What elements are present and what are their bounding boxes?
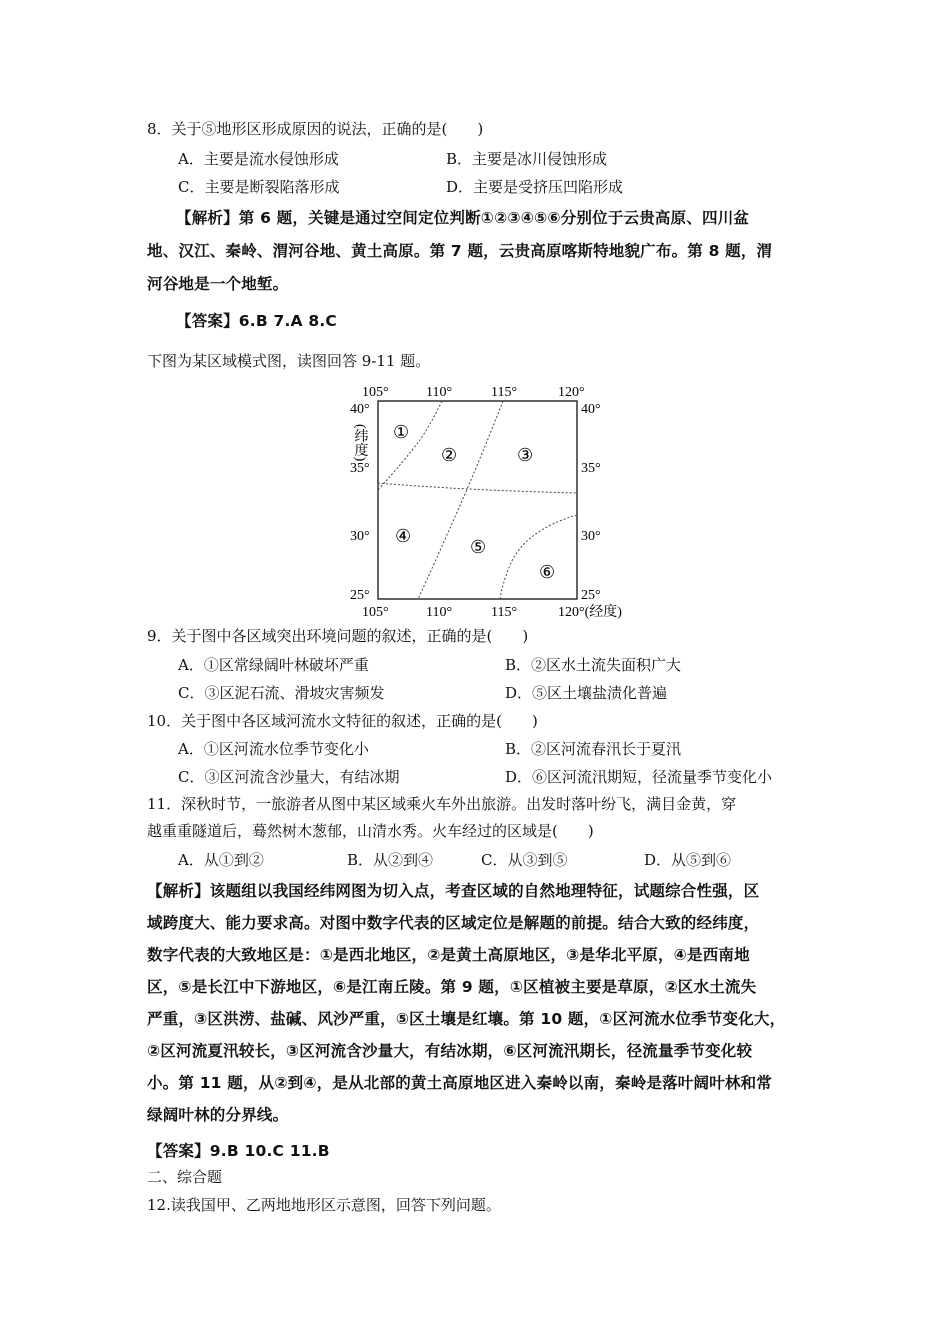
q10-option-a: A．①区河流水位季节变化小 xyxy=(178,740,369,758)
q8-option-c: C．主要是断裂陷落形成 xyxy=(178,178,340,196)
analysis1-line-1: 【解析】第 6 题，关键是通过空间定位判断①②③④⑤⑥分别位于云贵高原、四川盆 xyxy=(176,209,750,227)
q9-option-c: C．③区泥石流、滑坡灾害频发 xyxy=(178,684,385,702)
top-lon-110: 110° xyxy=(426,385,453,400)
region-4: ④ xyxy=(395,526,412,546)
q8-stem: 8．关于⑤地形区形成原因的说法，正确的是( ) xyxy=(147,120,484,138)
top-lon-115: 115° xyxy=(491,385,518,400)
q8-option-d: D．主要是受挤压凹陷形成 xyxy=(446,178,624,196)
boundary-2-3 xyxy=(418,401,503,599)
q11-option-d: D．从⑤到⑥ xyxy=(644,851,732,869)
left-lat-25: 25° xyxy=(350,588,370,603)
q12-stem: 12.读我国甲、乙两地地形区示意图，回答下列问题。 xyxy=(147,1196,501,1214)
boundary-1-2 xyxy=(378,401,442,490)
q10-option-c: C．③区河流含沙量大，有结冰期 xyxy=(178,768,400,786)
analysis2-line-6: ②区河流夏汛较长，③区河流含沙量大，有结冰期，⑥区河流汛期长，径流量季节变化较 xyxy=(147,1042,753,1060)
bottom-lon-115: 115° xyxy=(491,605,518,620)
analysis2-line-8: 绿阔叶林的分界线。 xyxy=(147,1106,289,1124)
q8-option-a: A．主要是流水侵蚀形成 xyxy=(178,150,339,168)
top-lon-120: 120° xyxy=(558,385,585,400)
boundary-5-6 xyxy=(500,515,577,599)
right-lat-40: 40° xyxy=(581,402,601,417)
analysis2-line-1: 【解析】该题组以我国经纬网图为切入点，考查区域的自然地理特征，试题综合性强，区 xyxy=(147,882,760,900)
q11-stem-line-2: 越重重隧道后，蓦然树木葱郁，山清水秀。火车经过的区域是( ) xyxy=(147,822,594,840)
q11-option-c: C．从③到⑤ xyxy=(481,851,568,869)
q9-stem: 9．关于图中各区域突出环境问题的叙述，正确的是( ) xyxy=(147,627,529,645)
answer1: 【答案】6.B 7.A 8.C xyxy=(176,312,337,330)
left-lat-35: 35° xyxy=(350,461,370,476)
left-lat-40: 40° xyxy=(350,402,370,417)
q11-option-b: B．从②到④ xyxy=(347,851,434,869)
analysis1-line-2: 地、汉江、秦岭、渭河谷地、黄土高原。第 7 题，云贵高原喀斯特地貌广布。第 8 题，渭 xyxy=(147,242,773,260)
bottom-lon-120: 120°(经度) xyxy=(558,605,622,620)
q9-option-b: B．②区水土流失面积广大 xyxy=(505,656,682,674)
region-6: ⑥ xyxy=(539,562,556,582)
bottom-lon-105: 105° xyxy=(362,605,389,620)
q10-option-d: D．⑥区河流汛期短，径流量季节变化小 xyxy=(505,768,773,786)
q9-option-d: D．⑤区土壤盐渍化普遍 xyxy=(505,684,668,702)
region-1: ① xyxy=(393,422,410,442)
q10-option-b: B．②区河流春汛长于夏汛 xyxy=(505,740,682,758)
lat-axis-label: (纬度) xyxy=(352,424,368,462)
analysis2-line-3: 数字代表的大致地区是：①是西北地区，②是黄土高原地区，③是华北平原，④是西南地 xyxy=(147,946,750,964)
top-lon-105: 105° xyxy=(362,385,389,400)
answer2: 【答案】9.B 10.C 11.B xyxy=(147,1142,330,1160)
q10-stem: 10．关于图中各区域河流水文特征的叙述，正确的是( ) xyxy=(147,712,538,730)
right-lat-25: 25° xyxy=(581,588,601,603)
right-lat-30: 30° xyxy=(581,529,601,544)
analysis2-line-2: 域跨度大、能力要求高。对图中数字代表的区域定位是解题的前提。结合大致的经纬度， xyxy=(147,914,760,932)
analysis1-line-3: 河谷地是一个地堑。 xyxy=(147,275,289,293)
analysis2-line-4: 区，⑤是长江中下游地区，⑥是江南丘陵。第 9 题，①区植被主要是草原，②区水土流失 xyxy=(147,978,757,996)
analysis2-line-7: 小。第 11 题，从②到④，是从北部的黄土高原地区进入秦岭以南，秦岭是落叶阔叶林和常 xyxy=(147,1074,773,1092)
q9-option-a: A．①区常绿阔叶林破坏严重 xyxy=(178,656,369,674)
region-5: ⑤ xyxy=(470,537,487,557)
region-2: ② xyxy=(441,445,458,465)
boundary-east-west xyxy=(378,483,577,493)
region-3: ③ xyxy=(517,445,534,465)
figure-intro: 下图为某区域模式图，读图回答 9-11 题。 xyxy=(147,352,431,370)
right-lat-35: 35° xyxy=(581,461,601,476)
q11-option-a: A．从①到② xyxy=(178,851,264,869)
bottom-lon-110: 110° xyxy=(426,605,453,620)
region-map xyxy=(340,380,650,625)
left-lat-30: 30° xyxy=(350,529,370,544)
q11-stem-line-1: 11．深秋时节，一旅游者从图中某区域乘火车外出旅游。出发时落叶纷飞，满目金黄，穿 xyxy=(147,795,737,813)
q8-option-b: B．主要是冰川侵蚀形成 xyxy=(446,150,608,168)
section-2-heading: 二、综合题 xyxy=(147,1168,223,1186)
analysis2-line-5: 严重，③区洪涝、盐碱、风沙严重，⑤区土壤是红壤。第 10 题，①区河流水位季节变化大， xyxy=(147,1010,786,1028)
